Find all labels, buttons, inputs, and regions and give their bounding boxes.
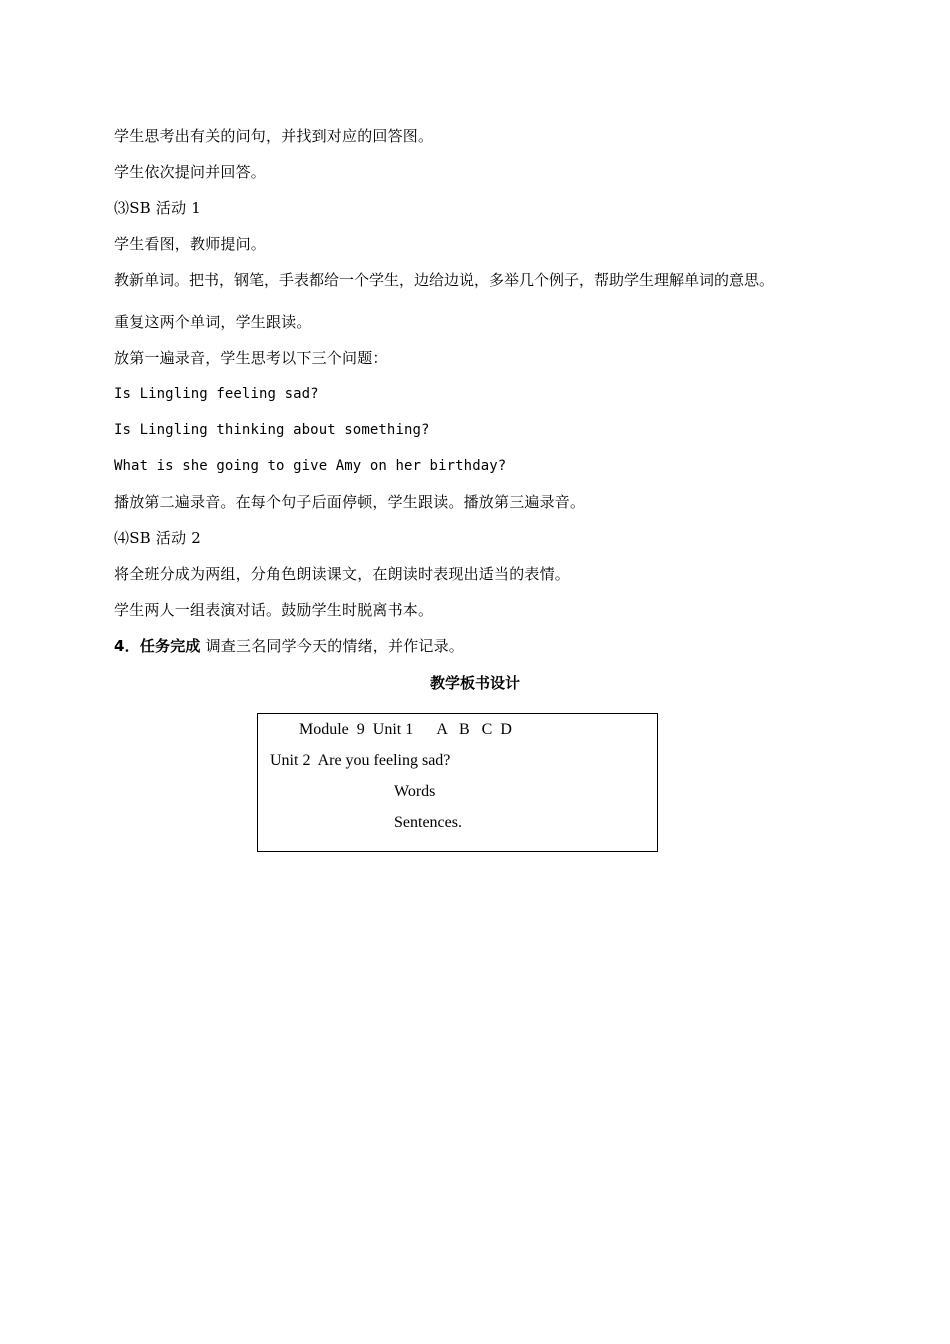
question-3: What is she going to give Amy on her birthday? [114, 458, 507, 474]
blackboard-design-box [257, 713, 658, 852]
task-label: 4．任务完成 [114, 637, 201, 655]
paragraph-4: 学生看图，教师提问。 [114, 235, 267, 253]
paragraph-7: 放第一遍录音，学生思考以下三个问题： [114, 349, 388, 367]
board-line-sentences: Sentences. [394, 814, 462, 831]
board-design-title: 教学板书设计 [429, 674, 520, 692]
paragraph-10: 将全班分成为两组，分角色朗读课文，在朗读时表现出适当的表情。 [114, 565, 571, 583]
question-1: Is Lingling feeling sad? [114, 386, 319, 402]
board-line-module: Module 9 Unit 1 A B C D [299, 721, 512, 738]
paragraph-2: 学生依次提问并回答。 [114, 163, 267, 181]
paragraph-6: 重复这两个单词，学生跟读。 [114, 313, 312, 331]
board-line-unit: Unit 2 Are you feeling sad? [270, 752, 451, 769]
board-line-words: Words [394, 783, 436, 800]
paragraph-5: 教新单词。把书，钢笔，手表都给一个学生，边给边说，多举几个例子，帮助学生理解单词的意思。 [114, 271, 775, 289]
task-paragraph [114, 636, 464, 656]
paragraph-11: 学生两人一组表演对话。鼓励学生时脱离书本。 [114, 601, 434, 619]
paragraph-1: 学生思考出有关的问句，并找到对应的回答图。 [114, 127, 434, 145]
task-text: 调查三名同学今天的情绪，并作记录。 [200, 637, 465, 655]
question-2: Is Lingling thinking about something? [114, 422, 430, 438]
paragraph-8: 播放第二遍录音。在每个句子后面停顿，学生跟读。播放第三遍录音。 [114, 493, 586, 511]
paragraph-3: ⑶SB 活动 1 [114, 199, 201, 217]
paragraph-9: ⑷SB 活动 2 [114, 529, 201, 547]
